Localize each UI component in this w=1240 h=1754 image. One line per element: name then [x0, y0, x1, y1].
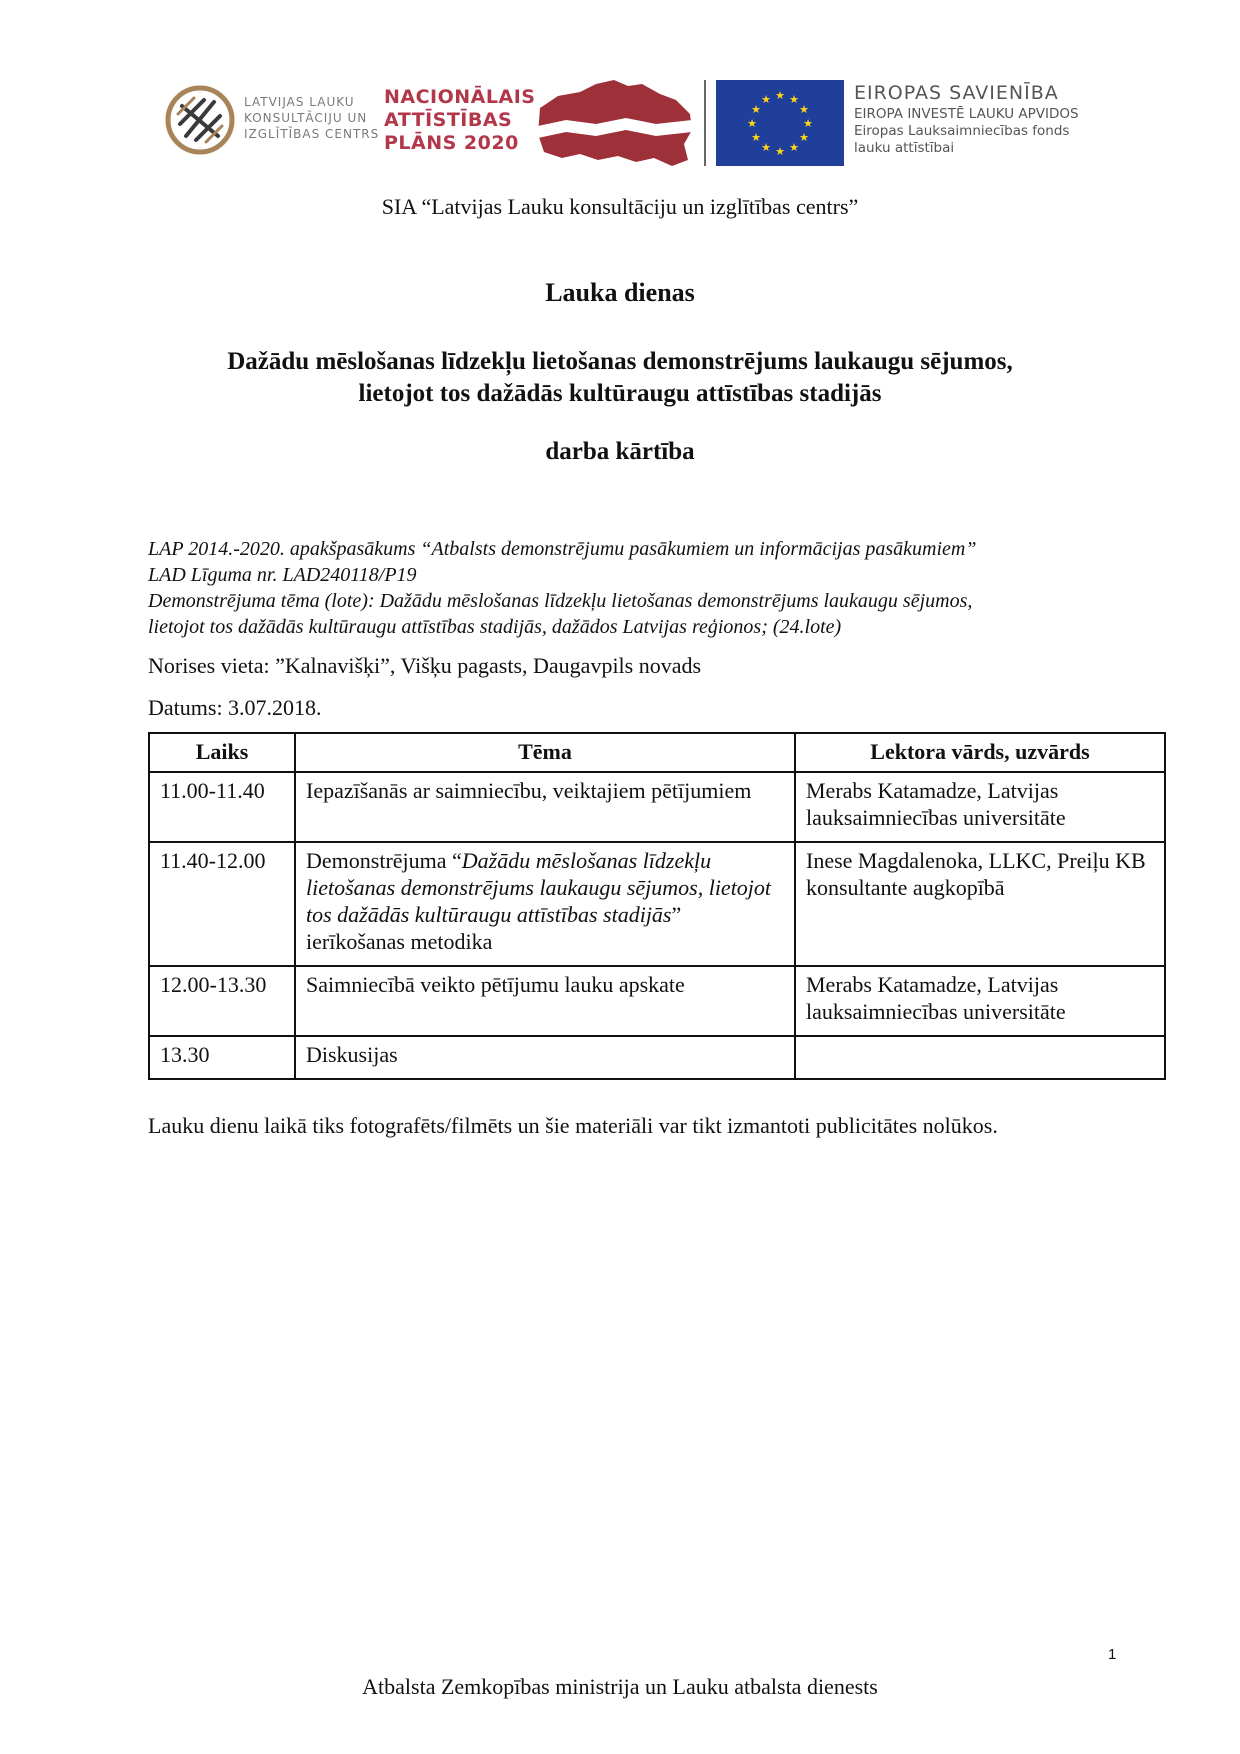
- cell-time: 12.00-13.30: [149, 966, 295, 1036]
- event-date: Datums: 3.07.2018.: [148, 695, 322, 720]
- svg-text:★: ★: [799, 131, 809, 144]
- nap-line: PLĀNS 2020: [384, 132, 519, 154]
- publicity-note: Lauku dienu laikā tiks fotografēts/filmēts un šie materiāli var tikt izmantoti publicitātes nolūkos.: [148, 1113, 998, 1138]
- svg-text:★: ★: [751, 131, 761, 144]
- cell-topic: Iepazīšanās ar saimniecību, veiktajiem pētījumiem: [295, 772, 795, 842]
- meta-line: LAP 2014.-2020. apakšpasākums “Atbalsts demonstrējumu pasākumiem un informācijas pasākumiem”: [148, 538, 977, 560]
- cell-lecturer: Inese Magdalenoka, LLKC, Preiļu KB konsultante augkopībā: [795, 842, 1165, 966]
- topic-italic: Dažādu mēslošanas līdzekļu lietošanas demonstrējums laukaugu sējumos, lietojot tos dažādās kultūraugu attīstības stadijās: [306, 848, 772, 927]
- column-header-lecturer: Lektora vārds, uzvārds: [795, 733, 1165, 772]
- nap-line: ATTĪSTĪBAS: [384, 109, 513, 131]
- eu-title: EIROPAS SAVIENĪBA: [854, 82, 1059, 104]
- agenda-heading: darba kārtība: [545, 438, 695, 465]
- svg-text:★: ★: [761, 93, 771, 106]
- svg-text:★: ★: [747, 117, 757, 130]
- eu-logo-text: [854, 80, 1079, 157]
- meta-line: Demonstrējuma tēma (lote): Dažādu mēslošanas līdzekļu lietošanas demonstrējums laukaugu sējumos,: [148, 590, 973, 612]
- page-number: 1: [1108, 1646, 1117, 1663]
- cell-topic: [295, 842, 795, 966]
- svg-text:★: ★: [775, 89, 785, 102]
- latvia-map-icon: [536, 78, 696, 170]
- nap-line: NACIONĀLAIS: [384, 86, 536, 108]
- llkc-emblem-icon: [164, 84, 236, 156]
- cell-topic: Saimniecībā veikto pētījumu lauku apskate: [295, 966, 795, 1036]
- table-row: [149, 842, 1165, 966]
- cell-time: 13.30: [149, 1036, 295, 1079]
- svg-text:★: ★: [775, 145, 785, 158]
- eu-line: lauku attīstībai: [854, 140, 955, 156]
- table-row: [149, 966, 1165, 1036]
- column-header-time: Laiks: [149, 733, 295, 772]
- document-title: Lauka dienas: [545, 278, 695, 307]
- topic-suffix: ” ierīkošanas metodika: [306, 902, 682, 954]
- venue: Norises vieta: ”Kalnavišķi”, Višķu pagasts, Daugavpils novads: [148, 653, 702, 678]
- eu-flag-icon: [716, 80, 844, 166]
- header-logos: [160, 72, 1120, 172]
- meta-line: LAD Līguma nr. LAD240118/P19: [148, 564, 417, 586]
- cell-time: 11.00-11.40: [149, 772, 295, 842]
- topic-prefix: Demonstrējuma “: [306, 848, 462, 873]
- eu-line: EIROPA INVESTĒ LAUKU APVIDOS: [854, 106, 1079, 122]
- project-meta: [148, 536, 977, 640]
- schedule-table: [148, 732, 1166, 1080]
- svg-text:★: ★: [803, 117, 813, 130]
- nap-logo-text: [384, 86, 535, 155]
- document-subtitle: [0, 346, 1240, 410]
- cell-lecturer: [795, 1036, 1165, 1079]
- svg-text:★: ★: [799, 103, 809, 116]
- llkc-line: LATVIJAS LAUKU: [244, 95, 355, 109]
- llkc-line: IZGLĪTĪBAS CENTRS: [244, 127, 380, 141]
- cell-lecturer: Merabs Katamadze, Latvijas lauksaimniecības universitāte: [795, 772, 1165, 842]
- table-row: [149, 1036, 1165, 1079]
- llkc-line: KONSULTĀCIJU UN: [244, 111, 368, 125]
- organization-name: SIA “Latvijas Lauku konsultāciju un izglītības centrs”: [381, 194, 859, 219]
- meta-line: lietojot tos dažādās kultūraugu attīstības stadijās, dažādos Latvijas reģionos; (24.lote): [148, 616, 842, 638]
- subtitle-line: lietojot tos dažādās kultūraugu attīstības stadijās: [358, 380, 882, 407]
- cell-lecturer: Merabs Katamadze, Latvijas lauksaimniecības universitāte: [795, 966, 1165, 1036]
- svg-text:★: ★: [789, 93, 799, 106]
- svg-text:★: ★: [751, 103, 761, 116]
- logo-divider: [704, 80, 706, 166]
- svg-text:★: ★: [761, 141, 771, 154]
- llkc-logo-text: [244, 94, 379, 142]
- cell-topic: Diskusijas: [295, 1036, 795, 1079]
- table-row: [149, 772, 1165, 842]
- eu-line: Eiropas Lauksaimniecības fonds: [854, 123, 1070, 139]
- footer-text: Atbalsta Zemkopības ministrija un Lauku atbalsta dienests: [362, 1674, 878, 1699]
- svg-text:★: ★: [789, 141, 799, 154]
- cell-time: 11.40-12.00: [149, 842, 295, 966]
- table-header-row: [149, 733, 1165, 772]
- column-header-topic: Tēma: [295, 733, 795, 772]
- subtitle-line: Dažādu mēslošanas līdzekļu lietošanas demonstrējums laukaugu sējumos,: [227, 348, 1013, 375]
